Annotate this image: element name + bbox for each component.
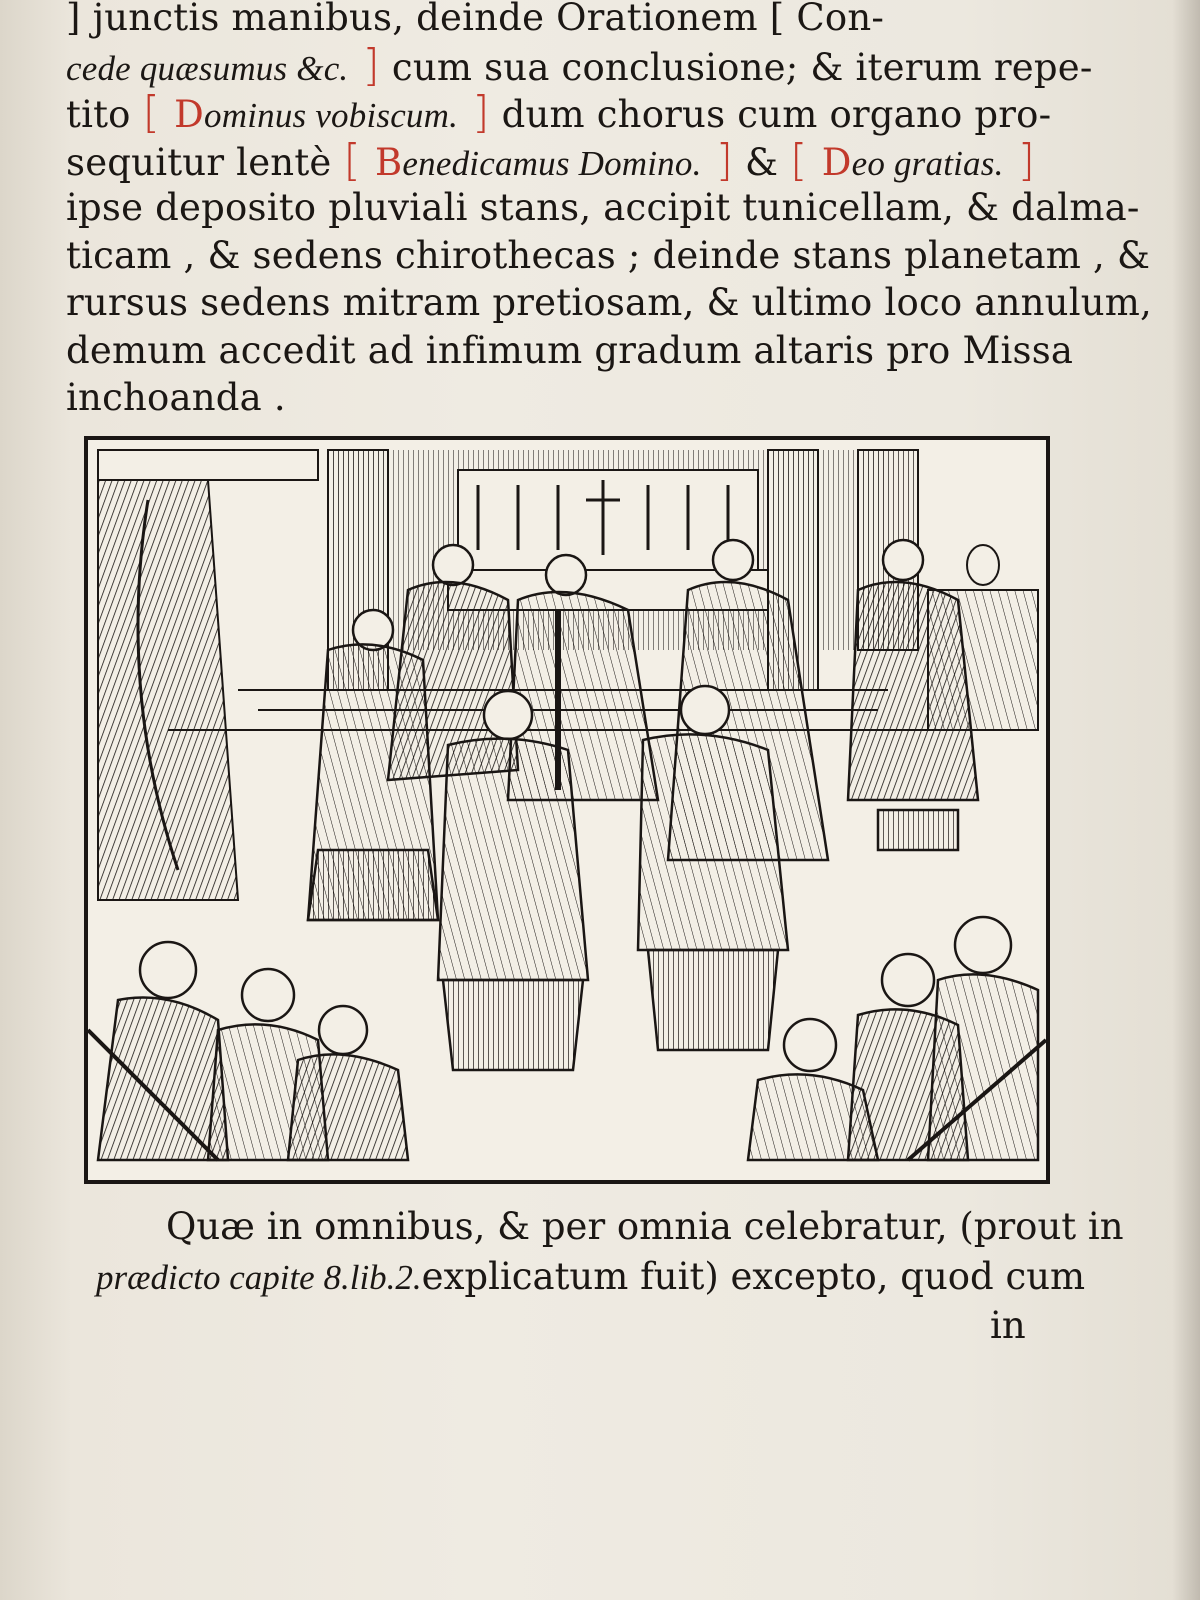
text-span: sequitur lentè: [66, 140, 344, 184]
rubric-bracket: ]: [701, 134, 734, 186]
rubric-initial: D: [821, 140, 852, 184]
woodcut-scene: [88, 440, 1046, 1180]
rubric-initial: B: [375, 140, 403, 184]
woodcut-illustration: [84, 436, 1050, 1184]
caption-line-1: Quæ in omnibus, & per omnia celebratur, (prout in: [166, 1205, 1124, 1248]
text-line-0: ] junctis manibus, deinde Orationem [ Con-: [66, 0, 885, 39]
text-line-3: [66, 134, 1046, 186]
text-span: explicatum fuit) excepto, quod cum: [421, 1255, 1086, 1298]
rubric-deo-gratias: eo gratias.: [851, 143, 1004, 183]
text-line-4: ipse deposito pluviali stans, accipit tunicellam, & dalma-: [66, 186, 1140, 229]
text-span: cum sua conclusione; & iterum repe-: [379, 45, 1093, 89]
text-line-1: [66, 39, 1093, 91]
text-line-6: rursus sedens mitram pretiosam, & ultimo loco annulum,: [66, 281, 1153, 324]
rubric-benedicamus: enedicamus Domino.: [402, 143, 702, 183]
rubric-dominus: ominus vobiscum.: [204, 96, 459, 135]
text-span: dum chorus cum organo pro-: [489, 93, 1052, 136]
rubric-bracket: [: [142, 87, 175, 138]
body-text: [66, 0, 1153, 422]
rubric-bracket: ]: [1003, 134, 1036, 186]
text-line-8: inchoanda .: [66, 376, 286, 419]
text-line-7: demum accedit ad infimum gradum altaris pro Missa: [66, 328, 1074, 372]
caption-text: [96, 1202, 1124, 1303]
rubric-cede: cede quæsumus &c.: [66, 48, 349, 88]
rubric-bracket: [: [343, 134, 376, 186]
text-line-5: ticam , & sedens chirothecas ; deinde stans planetam , &: [66, 233, 1151, 277]
catchword: in: [990, 1304, 1026, 1347]
rubric-bracket: [: [790, 134, 822, 186]
caption-italic-ref: prædicto capite 8.lib.2.: [96, 1258, 422, 1297]
caption-line-2: [96, 1252, 1086, 1303]
rubric-bracket: ]: [458, 87, 490, 138]
rubric-bracket: ]: [348, 39, 380, 91]
text-span: &: [733, 140, 791, 184]
text-line-2: [66, 87, 1052, 138]
text-span: tito: [66, 93, 143, 136]
rubric-initial: D: [174, 93, 205, 136]
